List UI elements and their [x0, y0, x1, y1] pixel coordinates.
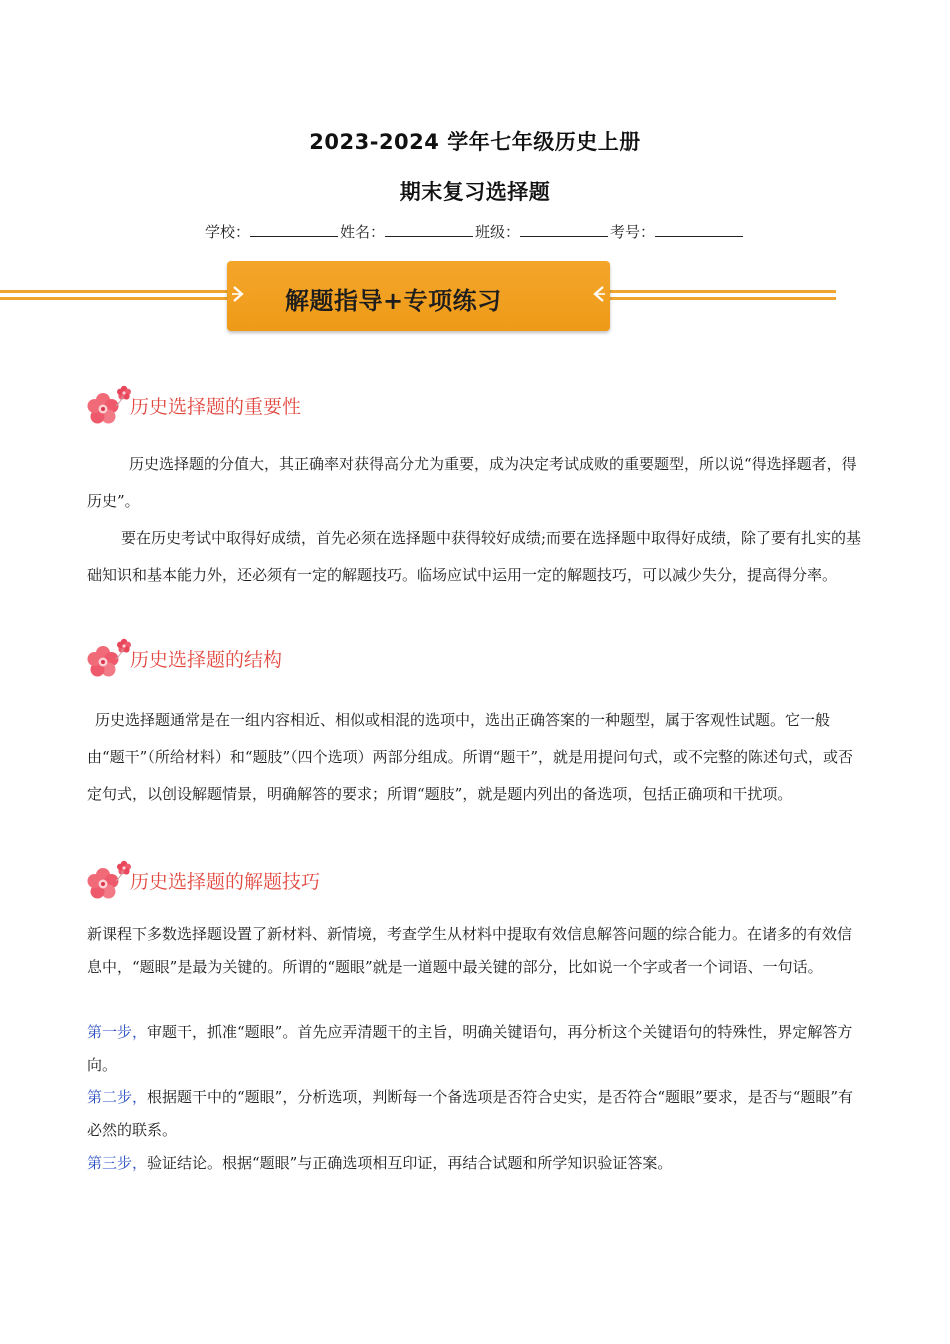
class-blank [520, 222, 608, 237]
chevron-right-icon [231, 283, 247, 305]
flower-icon [86, 637, 134, 681]
section-banner [227, 261, 610, 331]
school-blank [250, 222, 338, 237]
step-paragraph [87, 1147, 865, 1180]
flower-icon [86, 384, 134, 428]
paragraph: 要在历史考试中取得好成绩，首先必须在选择题中获得较好成绩;而要在选择题中取得好成绩，除了要有扎实的基础知识和基本能力外，还必须有一定的解题技巧。临场应试中运用一定的解题技巧，可以减少失分，提高得分率。 [87, 529, 862, 584]
page-subtitle: 期末复习选择题 [399, 180, 551, 204]
section-title: 历史选择题的重要性 [130, 396, 302, 418]
step-paragraph [87, 1081, 865, 1147]
step-text: 验证结论。根据“题眼”与正确选项相互印证，再结合试题和所学知识验证答案。 [147, 1154, 673, 1172]
section-title: 历史选择题的解题技巧 [130, 871, 321, 893]
section-title: 历史选择题的结构 [130, 649, 283, 671]
name-label: 姓名： [339, 223, 385, 241]
banner-text: 解题指导+专项练习 [285, 287, 502, 315]
flower-icon [86, 859, 134, 903]
step-text: 审题干，抓准“题眼”。首先应弄清题干的主旨，明确关键语句，再分析这个关键语句的特殊性，界定解答方向。 [87, 1023, 853, 1074]
chevron-left-icon [590, 283, 606, 305]
paragraph: 历史选择题通常是在一组内容相近、相似或相混的选项中，选出正确答案的一种题型，属于客观性试题。它一般由“题干”（所给材料）和“题肢”（四个选项）两部分组成。所谓“题干”，就是用提问句式，或不完整的陈述句式，或否定句式，以创设解题情景，明确解答的要求；所谓“题肢”，就是题内列出的备选项，包括正确项和干扰项。 [87, 711, 854, 803]
banner-right-lines [610, 290, 836, 302]
banner-left-lines [0, 290, 228, 302]
student-info-row [0, 221, 950, 242]
page-title: 2023-2024 学年七年级历史上册 [309, 130, 641, 154]
step-paragraph [87, 1016, 865, 1082]
exam-number-blank [655, 222, 743, 237]
name-blank [385, 222, 473, 237]
paragraph: 历史选择题的分值大，其正确率对获得高分尤为重要，成为决定考试成败的重要题型，所以说“得选择题者，得历史”。 [87, 455, 857, 510]
step-label: 第二步， [87, 1088, 148, 1106]
school-label: 学校： [204, 223, 250, 241]
step-label: 第三步， [87, 1154, 148, 1172]
step-text: 根据题干中的“题眼”，分析选项，判断每一个备选项是否符合史实，是否符合“题眼”要求，是否与“题眼”有必然的联系。 [87, 1088, 854, 1139]
paragraph: 新课程下多数选择题设置了新材料、新情境，考查学生从材料中提取有效信息解答问题的综合能力。在诸多的有效信息中，“题眼”是最为关键的。所谓的“题眼”就是一道题中最关键的部分，比如说一个字或者一个词语、一句话。 [87, 925, 853, 976]
class-label: 班级： [475, 223, 521, 241]
step-label: 第一步， [87, 1023, 148, 1041]
exam-number-label: 考号： [610, 223, 656, 241]
